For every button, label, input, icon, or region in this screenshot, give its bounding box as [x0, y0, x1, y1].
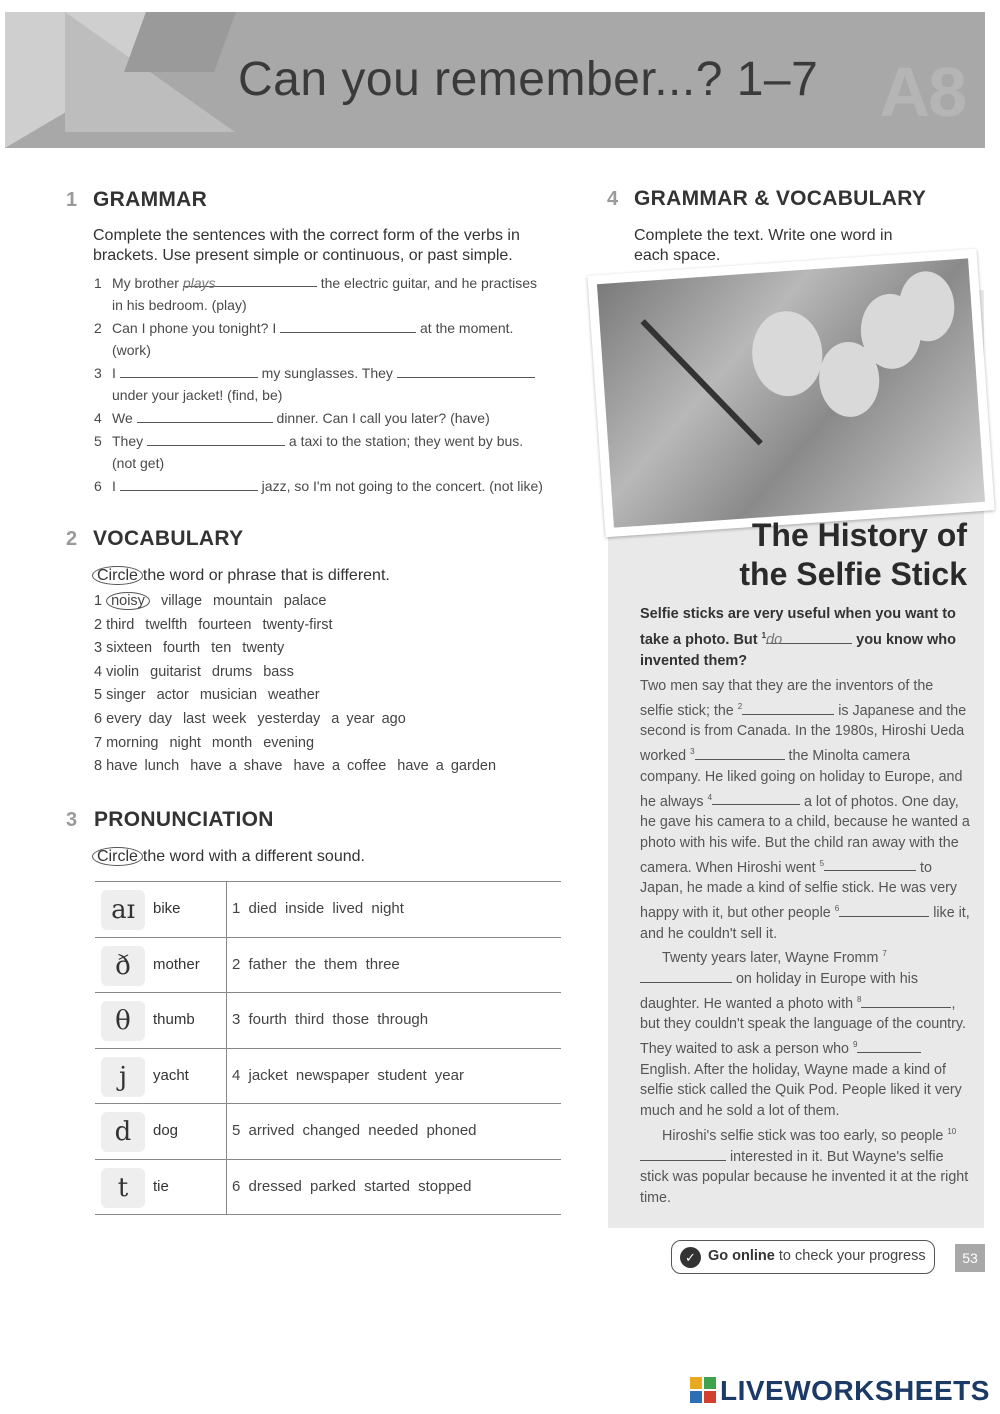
- table-divider: [226, 1049, 227, 1104]
- item-text: dinner. Can I call you later? (have): [276, 410, 490, 426]
- answer-blank[interactable]: [640, 1147, 726, 1161]
- phonetic-symbol: ð: [101, 946, 145, 986]
- go-online-text: to check your progress: [778, 1248, 926, 1264]
- answer-blank[interactable]: [397, 364, 535, 378]
- person-face: [749, 309, 825, 399]
- liveworksheets-logo-icon: [690, 1377, 716, 1403]
- article-paragraph-2: [640, 944, 970, 1122]
- answer-blank[interactable]: [137, 409, 273, 423]
- table-divider: [226, 1160, 227, 1215]
- vocab-row-number: 1: [94, 593, 103, 609]
- section-4-instruction-line1: Complete the text. Write one word in: [634, 227, 893, 244]
- article-text: , but they couldn't speak the language of the country. They waited to ask a person who: [640, 995, 966, 1057]
- grammar-item-6: 6 I jazz, so I'm not going to the concert. (not like): [94, 478, 543, 494]
- article-text: is Japanese and the second is from Canada. In the 1980s, Hiroshi Ueda worked: [640, 702, 967, 764]
- circle-word: Circle: [92, 566, 143, 585]
- vocab-row: [94, 735, 325, 751]
- gap-number: 4: [707, 792, 713, 802]
- grammar-item-4: 4 We dinner. Can I call you later? (have): [94, 410, 490, 426]
- phonetic-symbol: d: [101, 1112, 145, 1152]
- phonetic-symbol: aɪ: [101, 890, 145, 930]
- vocab-option[interactable]: evening: [263, 734, 315, 751]
- table-divider: [226, 938, 227, 993]
- vocab-row: [94, 593, 337, 609]
- pronunciation-table: [95, 881, 561, 1215]
- header-watermark: A8: [879, 53, 965, 131]
- answer-blank[interactable]: [147, 432, 285, 446]
- example-answer: plays: [182, 275, 216, 291]
- instruction-text: the word or phrase that is different.: [142, 567, 390, 584]
- vocab-option[interactable]: have a coffee: [293, 758, 387, 775]
- selfie-photo: [587, 249, 994, 538]
- check-icon: ✓: [680, 1247, 701, 1268]
- pronunciation-row: [95, 882, 561, 938]
- pronunciation-row: [95, 1104, 561, 1160]
- example-answer: do: [766, 631, 783, 648]
- vocab-row: [94, 640, 295, 656]
- grammar-item-5-cont: (not get): [112, 455, 165, 471]
- section-3-number: 3: [66, 809, 78, 831]
- article-text: Hiroshi's selfie stick was too early, so people: [662, 1127, 944, 1144]
- pronunciation-row: [95, 1049, 561, 1105]
- intro-text: Selfie sticks are very useful when you want to take a photo. But: [640, 606, 956, 648]
- keyword: thumb: [153, 1011, 195, 1028]
- vocab-option[interactable]: actor: [156, 687, 189, 704]
- vocab-option[interactable]: sixteen: [106, 640, 153, 657]
- pronunciation-row: [95, 1160, 561, 1216]
- table-divider: [226, 1104, 227, 1159]
- article-body: [640, 676, 970, 1209]
- article-text: Two men say that they are the inventors of the selfie stick; the: [640, 678, 934, 719]
- vocab-option[interactable]: night: [169, 734, 201, 751]
- article-text: a lot of photos. One day, he gave his camera to a child, because he wanted a photo with his wife. But the child ran away with the camera. When Hiroshi went: [640, 793, 970, 876]
- word-choices[interactable]: 3 fourth third those through: [232, 1011, 429, 1028]
- article-text: like it, and he couldn't sell it.: [640, 904, 970, 942]
- item-text: I: [112, 478, 116, 494]
- vocab-option[interactable]: every day: [106, 711, 172, 727]
- vocab-option[interactable]: village: [160, 593, 203, 609]
- vocab-option[interactable]: last week: [182, 711, 247, 727]
- vocab-option[interactable]: bass: [263, 663, 294, 680]
- grammar-item-1-cont: in his bedroom. (play): [112, 297, 247, 313]
- answer-blank[interactable]: [839, 903, 929, 917]
- keyword: tie: [153, 1177, 169, 1195]
- keyword: dog: [153, 1122, 179, 1139]
- vocab-option[interactable]: violin: [106, 663, 140, 680]
- keyword: yacht: [153, 1066, 189, 1084]
- photo-image: [597, 258, 985, 527]
- pronunciation-row: [95, 993, 561, 1049]
- page-title: Can you remember...? 1–7: [238, 53, 819, 106]
- item-text: a taxi to the station; they went by bus.: [288, 433, 524, 449]
- go-online-button[interactable]: [671, 1240, 935, 1274]
- grammar-item-5: 5 They a taxi to the station; they went by bus.: [94, 433, 524, 449]
- article-text: on holiday in Europe with his daughter. He wanted a photo with: [640, 970, 918, 1012]
- gap-number: 10: [947, 1127, 957, 1137]
- vocab-row-number: 3: [94, 640, 103, 657]
- section-3-title: PRONUNCIATION: [94, 808, 274, 831]
- section-1-title: GRAMMAR: [93, 188, 208, 211]
- answer-blank[interactable]: [182, 273, 317, 291]
- vocab-row: [94, 711, 417, 727]
- answer-blank[interactable]: [861, 994, 951, 1008]
- article-text: the Minolta camera company. He liked going on holiday to Europe, and he always: [640, 747, 963, 810]
- grammar-item-1: 1 My brother plays the electric guitar, and he practises: [94, 275, 538, 291]
- gap-number: 3: [690, 747, 695, 757]
- vocab-option[interactable]: twenty: [242, 640, 285, 657]
- article-title-line1: The History of: [751, 517, 967, 553]
- vocab-option[interactable]: a year ago: [331, 711, 406, 727]
- grammar-item-3-cont: under your jacket! (find, be): [112, 387, 283, 403]
- vocab-option[interactable]: noisy: [106, 592, 150, 610]
- vocab-row-number: 7: [94, 734, 103, 751]
- instruction-text: the word with a different sound.: [142, 848, 365, 865]
- vocab-option[interactable]: twelfth: [145, 616, 188, 633]
- section-4-instruction-line2: each space.: [634, 247, 721, 264]
- pronunciation-row: [95, 938, 561, 994]
- item-text: We: [112, 410, 133, 426]
- section-3-instruction: [92, 846, 365, 867]
- brand-text: LIVEWORKSHEETS: [720, 1375, 990, 1406]
- vocab-row-number: 5: [94, 687, 103, 704]
- page-number: 53: [955, 1244, 985, 1272]
- section-4-title: GRAMMAR & VOCABULARY: [634, 187, 927, 210]
- answer-blank[interactable]: [742, 701, 834, 715]
- section-2-number: 2: [66, 528, 78, 550]
- item-text: jazz, so I'm not going to the concert. (not like): [261, 478, 543, 494]
- answer-blank[interactable]: [857, 1039, 921, 1053]
- gap-number: 7: [882, 949, 887, 959]
- go-online-bold: Go online: [708, 1248, 775, 1264]
- intro-text: you know who invented them?: [640, 631, 957, 669]
- item-text: They: [112, 433, 144, 449]
- section-1-instruction-line2: brackets. Use present simple or continuous, or past simple.: [93, 247, 513, 264]
- vocab-row-number: 4: [94, 663, 103, 680]
- brand-logo: [690, 1375, 990, 1407]
- article-paragraph-3: [640, 1122, 970, 1209]
- vocab-option[interactable]: mountain: [213, 593, 273, 609]
- gap-number: 8: [857, 994, 862, 1004]
- section-2-instruction: [92, 565, 390, 586]
- selfie-stick-graphic: [640, 319, 762, 445]
- grammar-item-2-cont: (work): [112, 342, 151, 358]
- answer-blank[interactable]: [695, 746, 785, 760]
- vocab-option[interactable]: weather: [268, 687, 320, 704]
- vocab-option[interactable]: third: [106, 616, 135, 633]
- word-choices[interactable]: 1 died inside lived night: [232, 900, 404, 917]
- answer-blank[interactable]: [640, 969, 732, 983]
- item-text: my sunglasses. They: [261, 365, 393, 381]
- vocab-option[interactable]: drums: [211, 663, 253, 680]
- article-text: to Japan, he made a kind of selfie stick. He was very happy with it, but other people: [640, 859, 958, 921]
- vocab-row-number: 8: [94, 758, 103, 775]
- vocab-row: [94, 687, 331, 703]
- vocab-option[interactable]: have a garden: [397, 758, 497, 775]
- phonetic-symbol: t: [101, 1168, 145, 1208]
- article-text: English. After the holiday, Wayne made a kind of selfie stick called the Quik Pod. People liked it very much and he sold a lot of them.: [640, 1061, 962, 1120]
- vocab-row: [94, 617, 344, 633]
- vocab-option[interactable]: musician: [199, 687, 258, 704]
- item-text: I: [112, 365, 116, 381]
- answer-blank[interactable]: [824, 857, 916, 871]
- vocab-row: [94, 758, 507, 774]
- vocab-option[interactable]: have lunch: [106, 758, 180, 775]
- article-text: interested in it. But Wayne's selfie stick was popular because he invented it at the right time.: [640, 1148, 969, 1207]
- gap-number: 5: [819, 858, 825, 868]
- vocab-row: [94, 664, 305, 680]
- gap-number: 2: [737, 701, 743, 711]
- vocab-option[interactable]: fourth: [163, 640, 201, 657]
- answer-blank[interactable]: [120, 364, 258, 378]
- gap-number: 6: [834, 904, 840, 914]
- vocab-option[interactable]: singer: [106, 687, 146, 704]
- vocab-option[interactable]: ten: [211, 640, 232, 657]
- article-text: Twenty years later, Wayne Fromm: [662, 950, 879, 967]
- vocab-option[interactable]: morning: [106, 734, 159, 751]
- article-intro: [640, 604, 966, 672]
- section-1-number: 1: [66, 189, 78, 211]
- keyword: bike: [153, 900, 181, 917]
- grammar-item-3: 3 I my sunglasses. They: [94, 363, 535, 384]
- grammar-item-2: 2 Can I phone you tonight? I at the moment.: [94, 320, 514, 336]
- table-divider: [226, 882, 227, 937]
- article-title-line2: the Selfie Stick: [739, 556, 967, 592]
- vocab-option[interactable]: have a shave: [190, 758, 283, 775]
- vocab-option[interactable]: month: [211, 734, 253, 751]
- word-choices[interactable]: 4 jacket newspaper student year: [232, 1066, 464, 1084]
- circle-word: Circle: [92, 847, 143, 866]
- gap-number: 9: [853, 1040, 858, 1050]
- item-text: the electric guitar, and he practises: [320, 275, 538, 291]
- answer-blank[interactable]: [712, 791, 800, 805]
- vocab-row-number: 2: [94, 616, 103, 633]
- table-divider: [226, 993, 227, 1048]
- section-2-title: VOCABULARY: [93, 527, 244, 550]
- vocab-row-number: 6: [94, 711, 103, 727]
- answer-blank[interactable]: [280, 319, 416, 333]
- vocab-option[interactable]: guitarist: [150, 663, 201, 680]
- item-text: at the moment.: [420, 320, 514, 336]
- keyword: mother: [153, 955, 200, 973]
- word-choices[interactable]: 5 arrived changed needed phoned: [232, 1122, 477, 1139]
- item-text: My brother: [112, 275, 179, 291]
- answer-blank[interactable]: [120, 477, 258, 491]
- vocab-option[interactable]: palace: [283, 593, 327, 609]
- vocab-option[interactable]: twenty-first: [262, 616, 333, 633]
- item-text: Can I phone you tonight? I: [112, 320, 277, 336]
- phonetic-symbol: j: [101, 1057, 145, 1097]
- phonetic-symbol: θ: [101, 1001, 145, 1041]
- word-choices[interactable]: 2 father the them three: [232, 955, 400, 973]
- section-4-number: 4: [607, 188, 619, 210]
- section-1-instruction-line1: Complete the sentences with the correct form of the verbs in: [93, 227, 520, 244]
- article-paragraph-1: [640, 676, 970, 944]
- gap-number: 1: [761, 631, 767, 640]
- vocab-option[interactable]: yesterday: [257, 711, 321, 727]
- article-title: [739, 516, 967, 594]
- word-choices[interactable]: 6 dressed parked started stopped: [232, 1177, 472, 1195]
- answer-blank[interactable]: [766, 630, 852, 648]
- vocab-option[interactable]: fourteen: [198, 616, 252, 633]
